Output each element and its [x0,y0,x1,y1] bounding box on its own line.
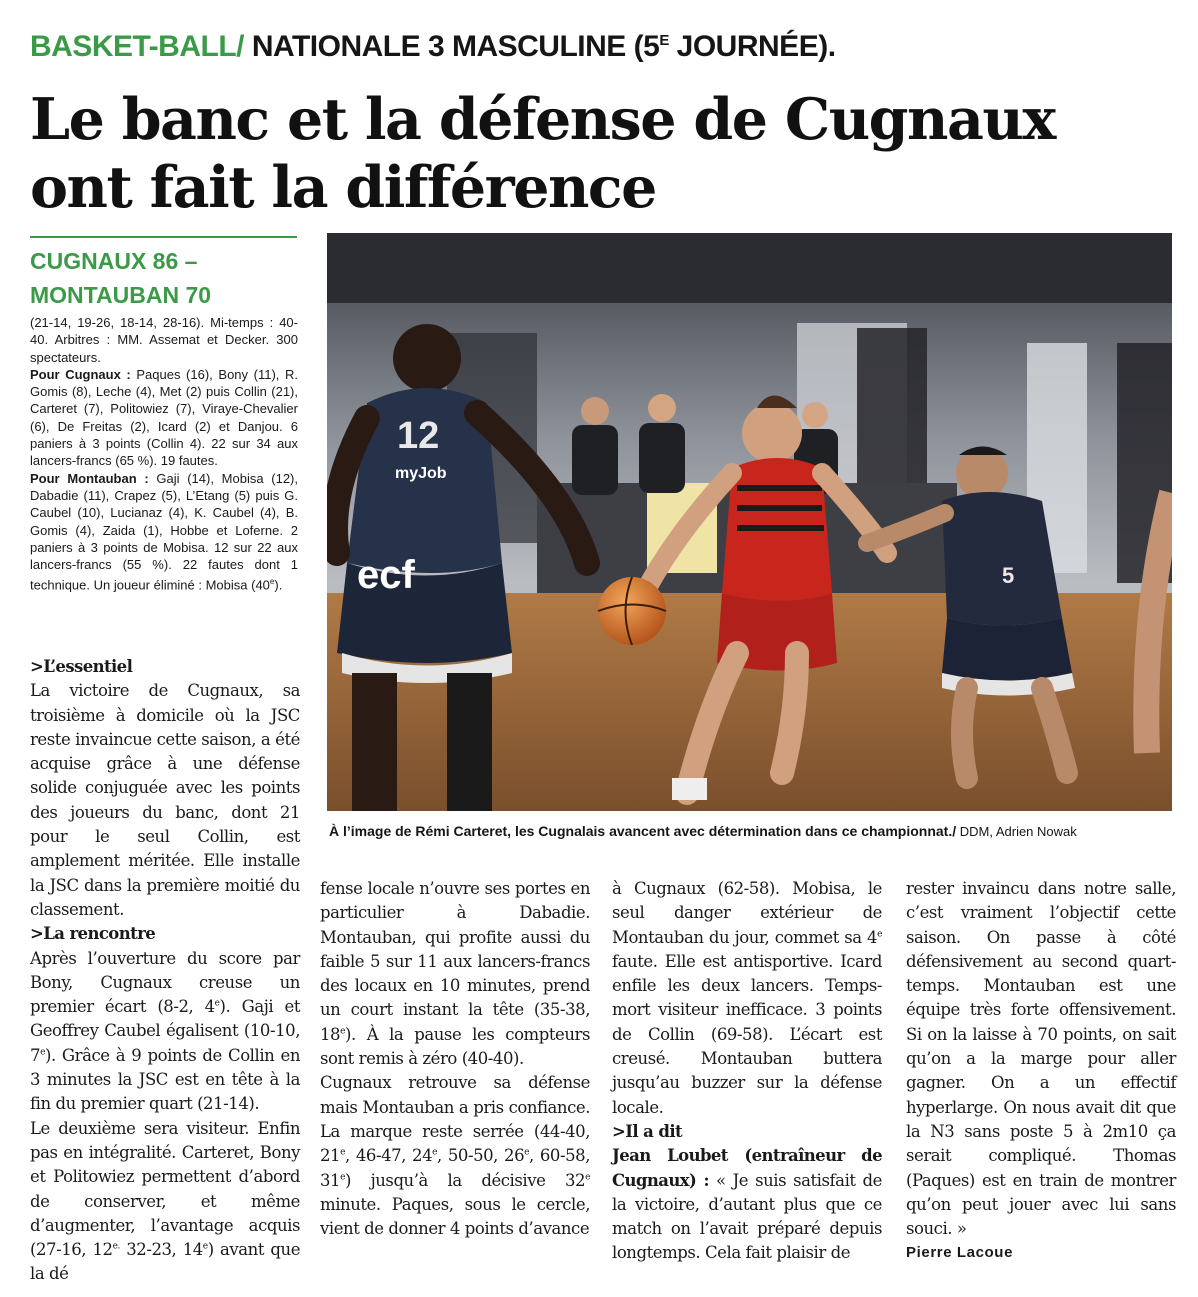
rencontre-paragraph-2: Le deuxième sera visiteur. Enfin pas en intégralité. Carteret, Bony et Politowiez permettent d’abord de conserver, et même d’augmenter, l’avantage acquis (27-16, $12^{e.}$ 32-23, 14e) avant que la dé [30,1118,301,1284]
sponsor-ecf: ecf [357,553,415,597]
article-column-4 [906,877,1176,1266]
col2-paragraph-2: Cugnaux retrouve sa défense mais Montauban a pris confiance. La marque reste serrée (44-40, 21e, 46-47, 24e, 50-50, 26e, 60-58, 31e) jusqu’à la décisive 32e minute. Paques, sous le cercle, vient de donner 4 points d’avance [320,1073,590,1239]
author-signature: Pierre Lacoue [906,1244,1014,1262]
cugnaux-label: Pour Cugnaux : [30,366,131,382]
score-line-home: CUGNAUX 86 – [30,248,198,274]
rencontre-paragraph-1: Après l’ouverture du score par Bony, Cugnaux creuse un premier écart (8-2, 4e). Gaji et Geoffrey Caubel égalisent (10-10, 7e). Grâce à 9 points de Collin en 3 minutes la JSC est en tête à la fin du premier quart (21-14). [30,948,300,1114]
jersey-number-left: 12 [397,415,440,457]
subhead-essentiel: >L’essentiel [30,657,133,676]
essentiel-paragraph: La victoire de Cugnaux, sa troisième à domicile où la JSC reste invaincue cette saison, a été acquise grâce à une défense solide conjuguée avec les points des joueurs du banc, dont 21 pour le seul Collin, est amplement méritée. Elle installe la JSC dans la première moitié du classement. [30,681,300,919]
section-kicker [30,30,836,64]
article-column-2 [320,877,590,1241]
basketball [598,577,666,645]
subhead-rencontre: >La rencontre [30,924,156,944]
caption-text: À l’image de Rémi Carteret, les Cugnalais avancent avec détermination dans ce championnat./ [329,823,957,839]
divider [30,236,297,238]
match-details: (21-14, 19-26, 18-14, 28-16). Mi-temps : 40-40. Arbitres : MM. Assemat et Decker. 300 spectateurs. Pour Cugnaux : Paques (16), Bony (11), R. Gomis (8), Leche (4), Met (2) puis Collin (21), Carteret (7), Politowiez (7), Viraye-Chevalier (6), De Freitas (2), Icard (2) et Danjou. 6 paniers à 3 points (Collin 4). 22 sur 34 aux lancers-francs (65 %). 19 fautes. Pour Montauban : Gaji (14), Mobisa (12), Dabadie (11), Crapez (5), L’Etang (5) puis G. Caubel (10), Lucianaz (4), K. Caubel (4), B. Gomis (4), Zaida (1), Hobbe et Loferne. 2 paniers à 3 points de Mobisa. 12 sur 22 aux lancers-francs (55 %). 22 fautes dont 1 technique. Un joueur éliminé : Mobisa (40e). [30,315,298,593]
article-column-3 [612,877,882,1266]
kicker-sport: BASKET-BALL/ [30,30,244,63]
quote-paragraph: Jean Loubet (entraîneur de Cugnaux) : « Je suis satisfait de la victoire, d’autant plus que ce match on l’avait préparé depuis longtemps. Cela fait plaisir de [612,1146,882,1263]
col4-paragraph: rester invaincu dans notre salle, c’est vraiment l’objectif cette saison. On passe à côté défensivement au second quart-temps. Montauban est une équipe très forte offensivement. Si on la laisse à 70 points, on sait qu’on a la marge pour aller gagner. On a un effectif hyperlarge. On nous avait dit que la N3 sans poste 5 à 2m10 ça serait compliqué. Thomas (Paques) est en train de montrer qu’on peut jouer avec lui sans souci. » [906,879,1176,1239]
score-line-away: MONTAUBAN 70 [30,282,212,308]
cugnaux-players: Paques (16), Bony (11), R. Gomis (8), Leche (4), Met (2) puis Collin (21), Carteret (7), Politowiez (7), Viraye-Chevalier (6), De Freitas (2), Icard (2) et Danjou. 6 paniers à 3 points (Collin 4). 22 sur 34 aux lancers-francs (65 %). 19 fautes. [30,366,298,469]
col3-paragraph-1: à Cugnaux (62-58). Mobisa, le seul danger extérieur de Montauban du jour, commet sa 4e faute. Elle est antisportive. Icard enfile les deux lancers. Temps-mort visiteur inefficace. 3 points de Collin (69-58). L’écart est creusé. Montauban buttera jusqu’au buzzer sur la défense locale. [612,879,882,1117]
montauban-players: Gaji (14), Mobisa (12), Dabadie (11), Crapez (5), L’Etang (5) puis G. Caubel (10), Lucianaz (4), K. Caubel (4), B. Gomis (4), Zaida (1), Hobbe et Loferne. 2 paniers à 3 points de Mobisa. 12 sur 22 aux lancers-francs (55 %). 22 fautes dont 1 technique. Un joueur éliminé : Mobisa (40 [30,470,298,593]
montauban-label: Pour Montauban : [30,470,149,486]
photo-caption [329,823,1174,839]
article-column-1 [30,655,300,1287]
basketball-photo-illustration [327,233,1172,811]
match-periods: (21-14, 19-26, 18-14, 28-16). Mi-temps : 40-40. Arbitres : MM. Assemat et Decker. 300 spectateurs. [30,315,298,365]
jersey-number-right: 5 [1002,563,1015,588]
article-photo [327,233,1172,811]
photo-credit: DDM, Adrien Nowak [956,824,1077,839]
subhead-il-a-dit: >Il a dit [612,1121,683,1141]
sponsor-myjob: myJob [395,465,447,482]
kicker-league: NATIONALE 3 MASCULINE ($5^E$ JOURNÉE). [251,30,836,63]
quote-speaker: Jean Loubet (entraîneur de Cugnaux) : [612,1146,882,1190]
final-score [30,244,300,312]
col2-paragraph-1: fense locale n’ouvre ses portes en particulier à Dabadie. Montauban, qui profite aussi du faible 5 sur 11 aux lancers-francs des locaux en 10 minutes, prend un court instant la tête (35-38, 18e). À la pause les compteurs sont remis à zéro (40-40). [320,879,590,1069]
article-headline: Le banc et la défense de Cugnaux ont fait la différence [30,86,1055,221]
